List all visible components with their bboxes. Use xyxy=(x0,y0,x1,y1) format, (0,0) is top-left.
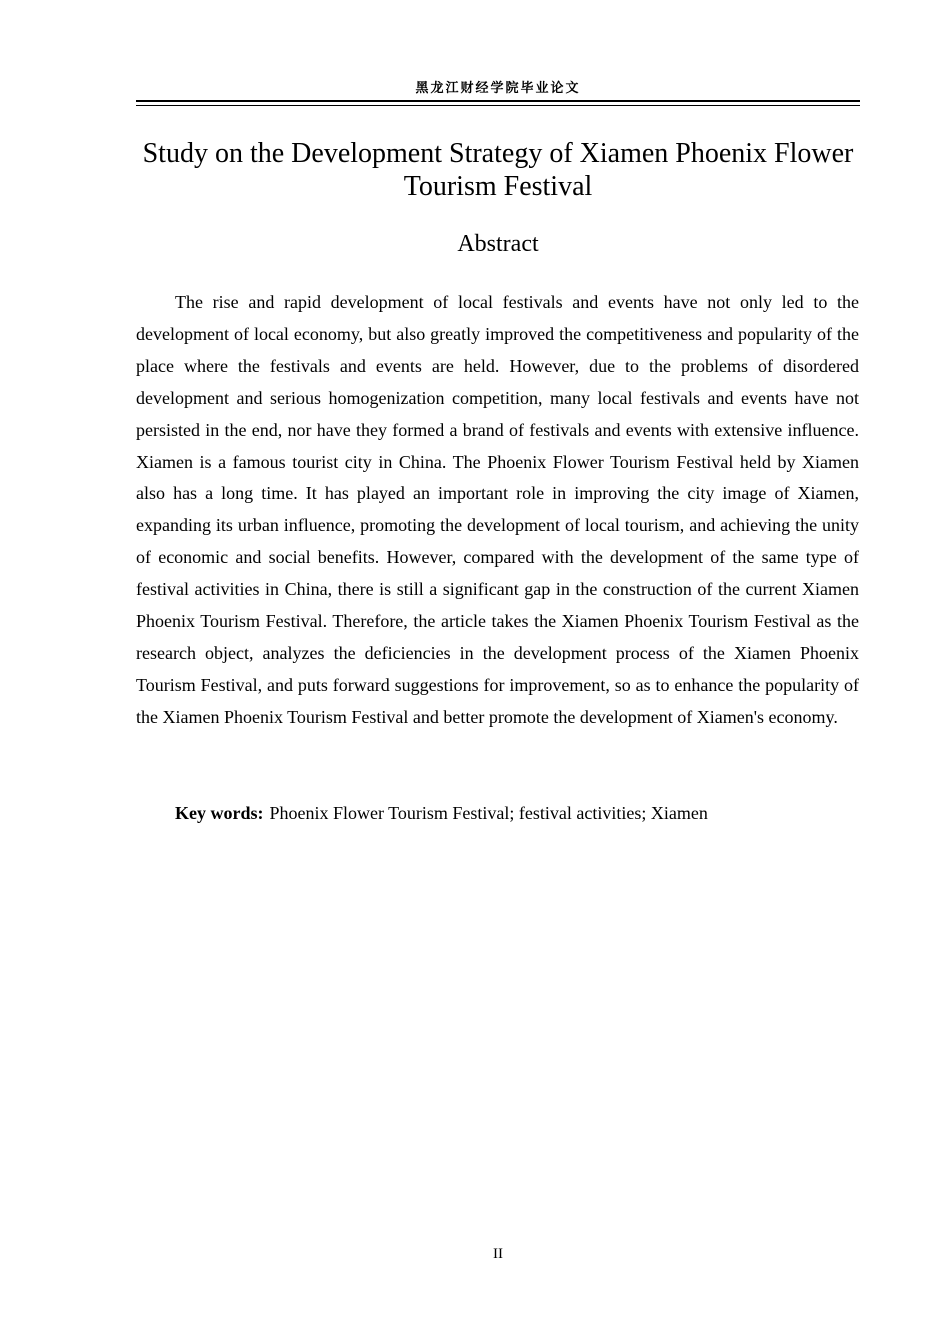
keywords-value: Phoenix Flower Tourism Festival; festival activities; Xiamen xyxy=(269,803,708,823)
header-rule-thick xyxy=(136,100,860,102)
header-rule-thin xyxy=(136,105,860,106)
running-header: 黑龙江财经学院毕业论文 xyxy=(415,81,581,96)
page-number: II xyxy=(493,1246,503,1262)
abstract-heading: Abstract xyxy=(457,231,539,257)
keywords-line xyxy=(175,798,859,830)
paper-title: Study on the Development Strategy of Xiamen Phoenix Flower Tourism Festival xyxy=(142,138,854,202)
abstract-body: The rise and rapid development of local festivals and events have not only led to the development of local economy, but also greatly improved the competitiveness and popularity of the place where the festivals and events are held. However, due to the problems of disordered development and serious homogenization competition, many local festivals and events have not persisted in the end, nor have they formed a brand of festivals and events with extensive influence. Xiamen is a famous tourist city in China. The Phoenix Flower Tourism Festival held by Xiamen also has a long time. It has played an important role in improving the city image of Xiamen, expanding its urban influence, promoting the development of local tourism, and achieving the unity of economic and social benefits. However, compared with the development of the same type of festival activities in China, there is still a significant gap in the construction of the current Xiamen Phoenix Tourism Festival. Therefore, the article takes the Xiamen Phoenix Tourism Festival as the research object, analyzes the deficiencies in the development process of the Xiamen Phoenix Tourism Festival, and puts forward suggestions for improvement, so as to enhance the popularity of the Xiamen Phoenix Tourism Festival and better promote the development of Xiamen's economy. xyxy=(136,292,859,727)
keywords-label: Key words: xyxy=(175,803,264,823)
